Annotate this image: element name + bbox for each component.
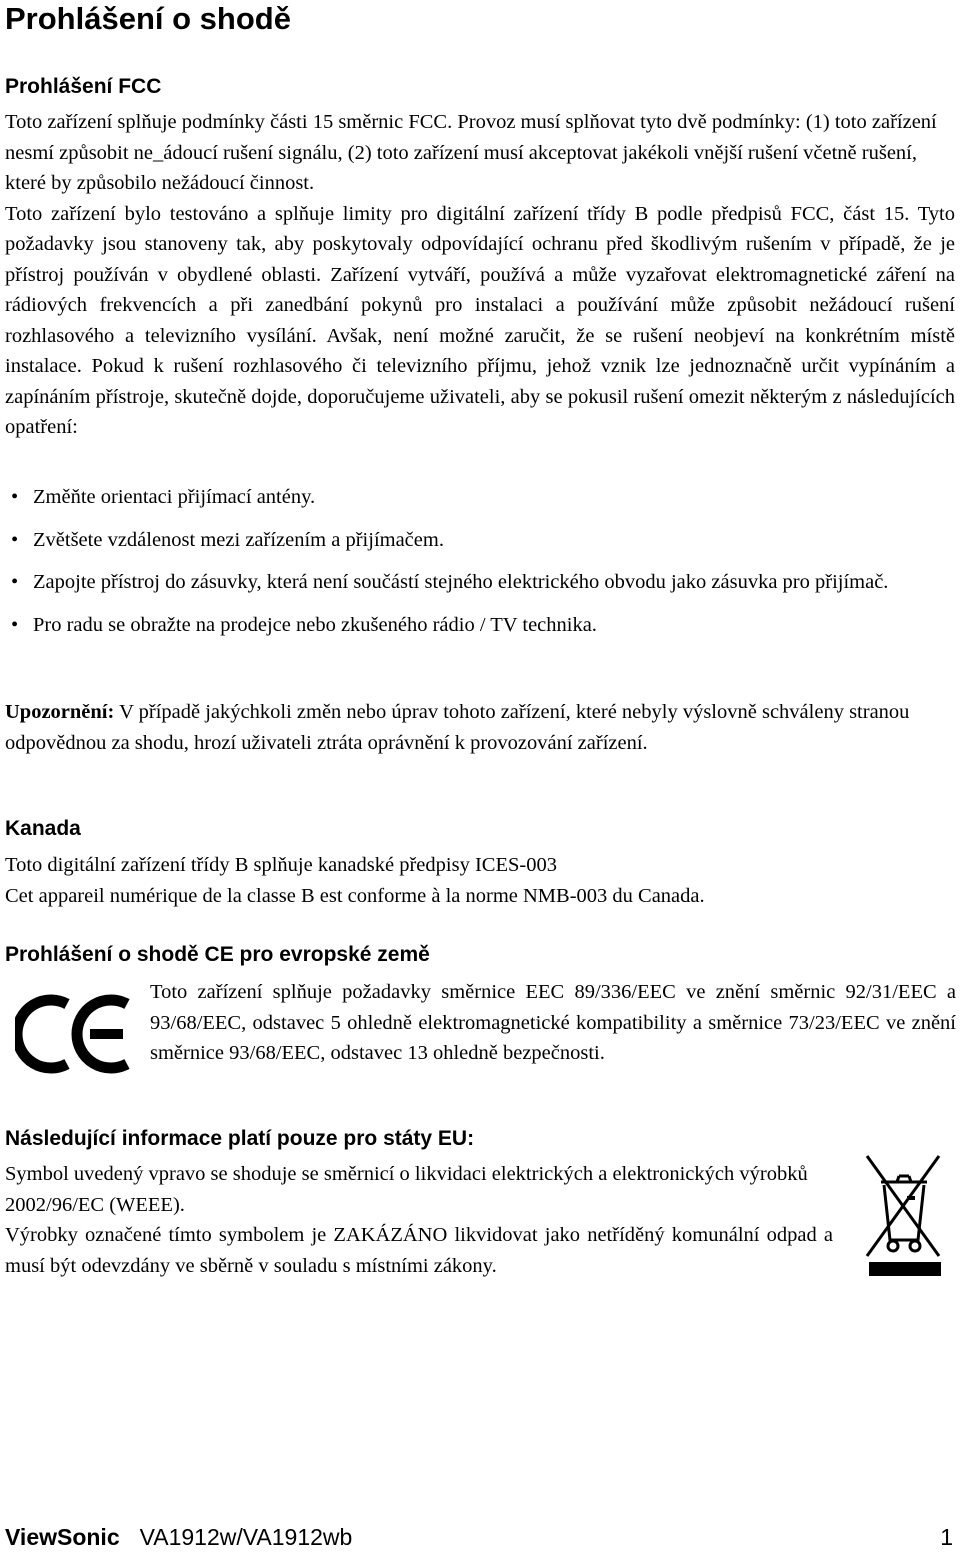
bullet-icon: • (11, 486, 19, 508)
page-footer (5, 1523, 955, 1551)
list-item-text: Pro radu se obražte na prodejce nebo zkušeného rádio / TV technika. (33, 613, 597, 636)
warning-paragraph (5, 697, 945, 758)
kanada-heading: Kanada (5, 817, 81, 840)
kanada-line-2: Cet appareil numérique de la classe B est conforme à la norme NMB-003 du Canada. (5, 884, 705, 907)
footer-brand: ViewSonic (5, 1524, 120, 1550)
list-item-text: Zapojte přístroj do zásuvky, která není součástí stejného elektrického obvodu jako zásuvka pro přijímač. (33, 571, 889, 593)
fcc-paragraph-2: Toto zařízení bylo testováno a splňuje limity pro digitální zařízení třídy B podle předpisů FCC, část 15. Tyto požadavky jsou stanoveny tak, aby poskytovaly odpovídající ochranu před škodlivým rušením v případě, že je přístroj používán v obydlené oblasti. Zařízení vytváří, používá a může vyzařovat elektromagnetické záření na rádiových frekvencích a při zanedbání pokynů pro instalaci a používání může způsobit nežádoucí rušení rozhlasového a televizního vysílání. Avšak, není možné zaručit, že se rušení neobjeví na konkrétním místě instalace. Pokud k rušení rozhlasového či televizního příjmu, jehož vznik lze jednoznačně určit vypínáním a zapínáním přístroje, skutečně dojde, doporučujeme uživateli, aby se pokusil rušení omezit některým z následujících opatření: (5, 202, 955, 438)
bullet-icon: • (11, 571, 19, 593)
document-page (5, 0, 956, 1277)
list-item (5, 525, 955, 556)
eu-paragraph-2: Výrobky označené tímto symbolem je ZAKÁZÁNO likvidovat jako netříděný komunální odpad a musí být odevzdány ve sběrně v souladu s místními zákony. (5, 1224, 833, 1277)
warning-text: V případě jakýchkoli změn nebo úprav tohoto zařízení, které nebyly výslovně schváleny stranou odpovědnou za shodu, hrozí uživateli ztráta oprávnění k provozování zařízení. (5, 701, 910, 754)
list-item-text: Změňte orientaci přijímací antény. (33, 486, 316, 508)
page-number: 1 (940, 1524, 953, 1550)
kanada-body (5, 850, 955, 911)
warning-label: Upozornění: (5, 701, 115, 723)
kanada-line-1: Toto digitální zařízení třídy B splňuje kanadské předpisy ICES-003 (5, 854, 557, 876)
eu-body (5, 1159, 833, 1281)
fcc-body (5, 107, 955, 443)
fcc-heading: Prohlášení FCC (5, 75, 162, 98)
bullet-icon: • (11, 613, 19, 636)
eu-heading: Následující informace platí pouze pro státy EU: (5, 1127, 475, 1150)
list-item-text: Zvětšete vzdálenost mezi zařízením a přijímačem. (33, 528, 444, 551)
ce-heading: Prohlášení o shodě CE pro evropské země (5, 943, 430, 966)
fcc-paragraph-1: Toto zařízení splňuje podmínky části 15 směrnic FCC. Provoz musí splňovat tyto dvě podmínky: (1) toto zařízení nesmí způsobit ne_ádoucí rušení signálu, (2) toto zařízení musí akceptovat jakékoli vnější rušení včetně rušení, které by způsobilo nežádoucí činnost. (5, 111, 937, 194)
crossed-out-wheelie-bin-icon (863, 1152, 943, 1278)
ce-mark-icon (15, 990, 135, 1078)
bullet-icon: • (11, 528, 19, 551)
fcc-measures-list (5, 482, 955, 652)
ce-paragraph: Toto zařízení splňuje požadavky směrnice EEC 89/336/EEC ve znění směrnic 92/31/EEC a 93/68/EEC, odstavec 5 ohledně elektromagnetické kompatibility a směrnice 73/23/EEC ve znění směrnice 93/68/EEC, odstavec 13 ohledně bezpečnosti. (150, 981, 956, 1064)
list-item (5, 482, 955, 513)
eu-paragraph-1: Symbol uvedený vpravo se shoduje se směrnicí o likvidaci elektrických a elektronických výrobků 2002/96/EC (WEEE). (5, 1163, 808, 1216)
page-title: Prohlášení o shodě (5, 1, 291, 36)
footer-model: VA1912w/VA1912wb (139, 1524, 353, 1550)
list-item (5, 610, 955, 641)
list-item (5, 567, 955, 598)
